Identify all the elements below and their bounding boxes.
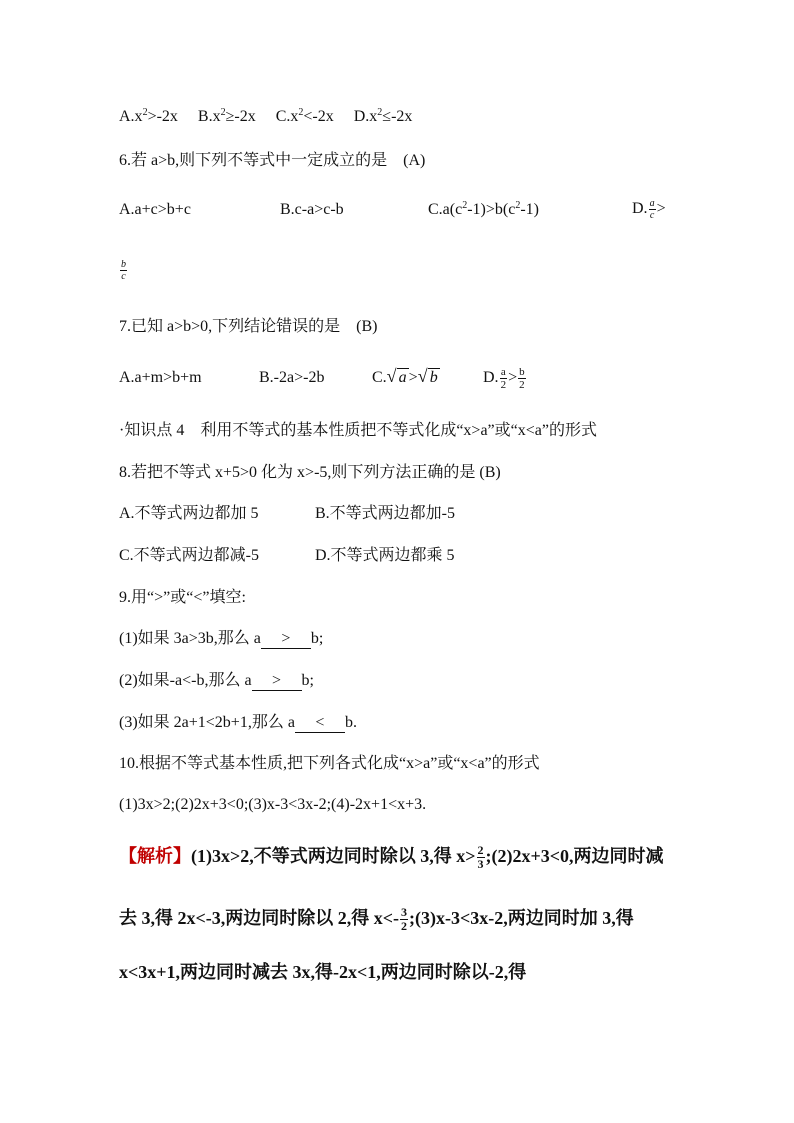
answer-blank: > (252, 672, 302, 691)
q5-option-d: $D.x^2\le-2x$ (353, 107, 413, 125)
q5-options (119, 107, 412, 127)
fraction: $\frac{a}{2}$ (500, 366, 507, 391)
knowledge-point-4: ·知识点 4 利用不等式的基本性质把不等式化成“x>a”或“x<a”的形式 (119, 422, 597, 439)
solution-line-3: x<3x+1,两边同时减去 3x,得-2x<1,两边同时除以-2,得 (119, 962, 527, 982)
q7-option-a: A.a+m>b+m (119, 369, 202, 386)
q6-option-b: B.c-a>c-b (280, 201, 344, 218)
q8-stem: 8.若把不等式 x+5>0 化为 x>-5,则下列方法正确的是 (B) (119, 464, 501, 481)
q8-option-b: B.不等式两边都加-5 (315, 505, 456, 522)
q6-option-c: $C.a(c^2-1)>b(c^2-1)$ (428, 200, 539, 218)
q5-option-a: $A.x^2>-2x$ (119, 107, 178, 125)
fraction: $\frac{b}{2}$ (519, 366, 525, 391)
solution-line-2: 去 3,得 2x<-3,两边同时除以 2,得 x<- $\frac{3}{2}$ ;(3)x-3<3x-2,两边同时加 3,得 (119, 905, 634, 934)
solution-tag: 【解析】 (119, 846, 191, 866)
q7-option-c: C.√ a >√ b (372, 368, 440, 388)
q9-part-3: (3)如果 2a+1<2b+1,那么 a < b. (119, 714, 357, 731)
q7-stem: 7.已知 a>b>0,下列结论错误的是 (B) (119, 318, 378, 335)
answer-blank: > (261, 630, 311, 649)
q8-option-c: C.不等式两边都减-5 (119, 547, 260, 564)
q9-part-1: (1)如果 3a>3b,那么 a > b; (119, 630, 324, 647)
q6-stem: 6.若 a>b,则下列不等式中一定成立的是 (A) (119, 152, 426, 169)
q8-option-a: A.不等式两边都加 5 (119, 505, 259, 522)
q9-stem: 9.用“>”或“<”填空: (119, 589, 246, 606)
answer-blank: < (295, 714, 345, 733)
q10-stem: 10.根据不等式基本性质,把下列各式化成“x>a”或“x<a”的形式 (119, 755, 540, 772)
q7-option-b: B.-2a>-2b (259, 369, 325, 386)
fraction: $\frac{b}{c}$ (121, 259, 126, 282)
sqrt-symbol: √ b (419, 368, 440, 388)
q9-part-2: (2)如果-a<-b,那么 a > b; (119, 672, 314, 689)
q5-option-c: $C.x^2<-2x$ (275, 107, 334, 125)
fraction: $\frac{2}{3}$ (477, 843, 484, 872)
q7-option-d: D. $\frac{a}{2}$ > $\frac{b}{2}$ (483, 366, 525, 391)
solution-line-1: 【解析】(1)3x>2,不等式两边同时除以 3,得 x> $\frac{2}{3}$ ;(2)2x+3<0,两边同时减 (119, 843, 664, 872)
fraction: $\frac{a}{c}$ (649, 198, 655, 221)
q8-option-d: D.不等式两边都乘 5 (315, 547, 455, 564)
sqrt-symbol: √ a (388, 368, 409, 388)
q5-option-b: $B.x^2\ge-2x$ (197, 107, 256, 125)
q10-items: (1)3x>2;(2)2x+3<0;(3)x-3<3x-2;(4)-2x+1<x+3. (119, 796, 427, 813)
q6-option-d: D. $\frac{a}{c}$ > (632, 198, 666, 221)
q6-option-a: A.a+c>b+c (119, 201, 191, 218)
q6-option-d-continuation (119, 259, 128, 282)
fraction: $\frac{3}{2}$ (401, 905, 408, 934)
